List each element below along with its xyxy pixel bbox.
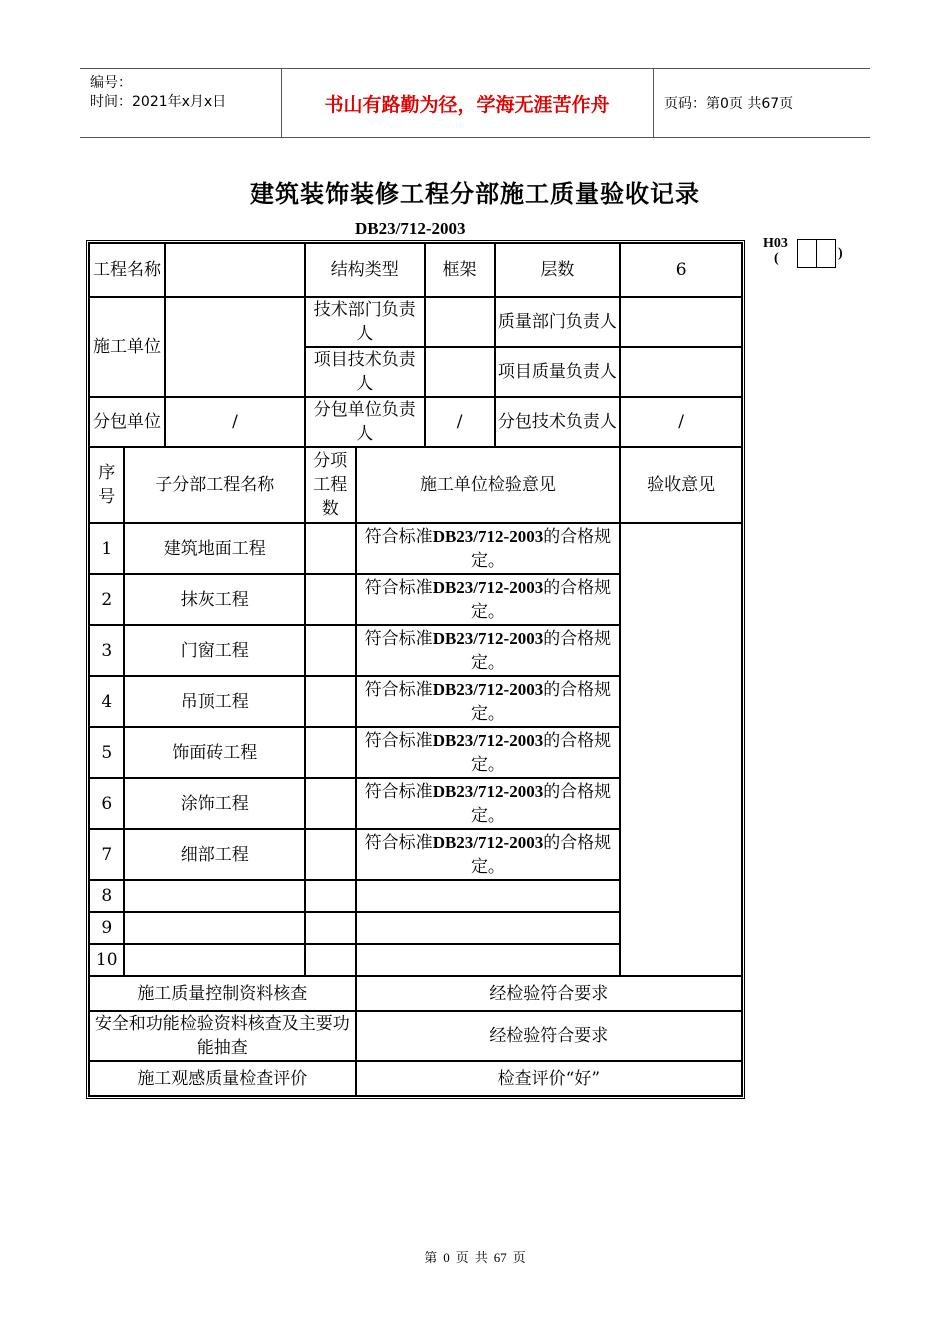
row-count[interactable] <box>305 727 356 778</box>
row-name: 抹灰工程 <box>124 574 304 625</box>
opinion-prefix: 符合标准 <box>364 577 433 598</box>
page-footer <box>0 1247 950 1266</box>
opinion-code: DB23/712-2003 <box>432 577 544 597</box>
footer-page-number: 0 <box>443 1250 450 1265</box>
row-name: 门窗工程 <box>124 625 304 676</box>
subcontractor-label: 分包单位 <box>89 397 165 447</box>
form-code-paren-close: ) <box>838 246 843 261</box>
opinion-prefix: 符合标准 <box>364 781 433 802</box>
page-header <box>80 68 870 138</box>
opinion-prefix: 符合标准 <box>364 730 433 751</box>
row-count[interactable] <box>305 880 356 912</box>
opinion-prefix: 符合标准 <box>364 628 433 649</box>
sub-head-label: 分包单位负责人 <box>305 397 425 447</box>
row-opinion[interactable] <box>356 778 621 829</box>
row-no: 6 <box>89 778 124 829</box>
contractor-row-1 <box>89 297 742 347</box>
col-header-no: 序号 <box>89 447 124 523</box>
opinion-code: DB23/712-2003 <box>432 832 544 852</box>
footer-total-pages: 67 <box>493 1250 507 1265</box>
summary-label: 施工观感质量检查评价 <box>89 1061 356 1096</box>
tech-dept-head-value[interactable] <box>425 297 495 347</box>
opinion-prefix: 符合标准 <box>364 832 433 853</box>
summary-value[interactable]: 经检验符合要求 <box>356 1011 742 1061</box>
opinion-suffix: 的合格规定。 <box>470 679 612 724</box>
opinion-suffix: 的合格规定。 <box>470 781 612 826</box>
floors-value[interactable]: 6 <box>620 243 742 297</box>
summary-value[interactable]: 检查评价“好” <box>356 1061 742 1096</box>
row-count[interactable] <box>305 944 356 976</box>
table-row <box>89 523 742 574</box>
quality-dept-head-label: 质量部门负责人 <box>495 297 621 347</box>
floors-label: 层数 <box>495 243 621 297</box>
col-header-count: 分项工程数 <box>305 447 356 523</box>
row-opinion[interactable] <box>356 523 621 574</box>
row-no: 2 <box>89 574 124 625</box>
contractor-value[interactable] <box>165 297 305 397</box>
row-name: 细部工程 <box>124 829 304 880</box>
opinion-prefix: 符合标准 <box>364 679 433 700</box>
opinion-code: DB23/712-2003 <box>432 730 544 750</box>
row-opinion[interactable] <box>356 676 621 727</box>
row-no: 9 <box>89 912 124 944</box>
acceptance-record-table <box>86 240 745 1099</box>
opinion-suffix: 的合格规定。 <box>470 577 612 622</box>
col-header-name: 子分部工程名称 <box>124 447 304 523</box>
form-code-prefix: H03 <box>763 236 788 251</box>
row-count[interactable] <box>305 625 356 676</box>
opinion-prefix: 符合标准 <box>364 526 433 547</box>
row-name[interactable] <box>124 944 304 976</box>
project-name-value[interactable] <box>165 243 305 297</box>
column-header-row <box>89 447 742 523</box>
row-count[interactable] <box>305 523 356 574</box>
row-no: 7 <box>89 829 124 880</box>
row-no: 1 <box>89 523 124 574</box>
sub-tech-head-value[interactable]: / <box>620 397 742 447</box>
page-info-text: 页码：第0页 共67页 <box>664 96 794 112</box>
structure-type-value[interactable]: 框架 <box>425 243 495 297</box>
opinion-code: DB23/712-2003 <box>432 526 544 546</box>
opinion-suffix: 的合格规定。 <box>470 832 612 877</box>
summary-label: 施工质量控制资料核查 <box>89 976 356 1011</box>
row-opinion[interactable] <box>356 829 621 880</box>
row-opinion[interactable] <box>356 944 621 976</box>
row-name: 饰面砖工程 <box>124 727 304 778</box>
opinion-code: DB23/712-2003 <box>432 781 544 801</box>
row-opinion[interactable] <box>356 912 621 944</box>
project-tech-head-label: 项目技术负责人 <box>305 347 425 397</box>
form-code-box-1[interactable] <box>797 239 817 268</box>
row-name[interactable] <box>124 880 304 912</box>
tech-dept-head-label: 技术部门负责人 <box>305 297 425 347</box>
structure-type-label: 结构类型 <box>305 243 425 297</box>
project-info-row <box>89 243 742 297</box>
summary-value[interactable]: 经检验符合要求 <box>356 976 742 1011</box>
header-motto: 书山有路勤为径，学海无涯苦作舟 <box>281 69 654 137</box>
opinion-suffix: 的合格规定。 <box>470 730 612 775</box>
form-code-box-2[interactable] <box>816 239 836 268</box>
row-opinion[interactable] <box>356 625 621 676</box>
contractor-label: 施工单位 <box>89 297 165 397</box>
row-opinion[interactable] <box>356 727 621 778</box>
row-count[interactable] <box>305 676 356 727</box>
standard-code: DB23/712-2003 <box>355 219 466 238</box>
subcontractor-value[interactable]: / <box>165 397 305 447</box>
project-name-label: 工程名称 <box>89 243 165 297</box>
opinion-code: DB23/712-2003 <box>432 628 544 648</box>
row-opinion[interactable] <box>356 880 621 912</box>
project-quality-head-label: 项目质量负责人 <box>495 347 621 397</box>
opinion-suffix: 的合格规定。 <box>470 526 612 571</box>
footer-text-4: 页 <box>512 1250 526 1265</box>
opinion-suffix: 的合格规定。 <box>470 628 612 673</box>
acceptance-opinion-cell[interactable] <box>620 523 742 976</box>
footer-text-1: 第 <box>424 1250 438 1265</box>
row-count[interactable] <box>305 778 356 829</box>
row-no: 8 <box>89 880 124 912</box>
row-name: 吊顶工程 <box>124 676 304 727</box>
footer-text-2: 页 <box>455 1250 469 1265</box>
summary-row <box>89 1011 742 1061</box>
project-quality-head-value[interactable] <box>620 347 742 397</box>
sub-tech-head-label: 分包技术负责人 <box>495 397 621 447</box>
quality-dept-head-value[interactable] <box>620 297 742 347</box>
row-name[interactable] <box>124 912 304 944</box>
doc-time-label: 时间：2021年x月x日 <box>90 94 227 110</box>
row-no: 4 <box>89 676 124 727</box>
subcontractor-row <box>89 397 742 447</box>
page-title: 建筑装饰装修工程分部施工质量验收记录 <box>250 179 700 208</box>
project-tech-head-value[interactable] <box>425 347 495 397</box>
doc-number-label: 编号： <box>90 75 132 91</box>
form-code-paren-open: ( <box>774 251 779 266</box>
col-header-opinion: 施工单位检验意见 <box>356 447 621 523</box>
row-no: 5 <box>89 727 124 778</box>
row-no: 3 <box>89 625 124 676</box>
summary-label: 安全和功能检验资料核查及主要功能抽查 <box>89 1011 356 1061</box>
header-meta <box>80 69 282 137</box>
footer-text-3: 共 <box>474 1250 488 1265</box>
sub-head-value[interactable]: / <box>425 397 495 447</box>
row-count[interactable] <box>305 912 356 944</box>
row-count[interactable] <box>305 574 356 625</box>
opinion-code: DB23/712-2003 <box>432 679 544 699</box>
summary-row <box>89 1061 742 1096</box>
col-header-accept: 验收意见 <box>620 447 742 523</box>
row-name: 建筑地面工程 <box>124 523 304 574</box>
row-count[interactable] <box>305 829 356 880</box>
header-page-info <box>654 69 870 137</box>
row-opinion[interactable] <box>356 574 621 625</box>
row-no: 10 <box>89 944 124 976</box>
row-name: 涂饰工程 <box>124 778 304 829</box>
summary-row <box>89 976 742 1011</box>
